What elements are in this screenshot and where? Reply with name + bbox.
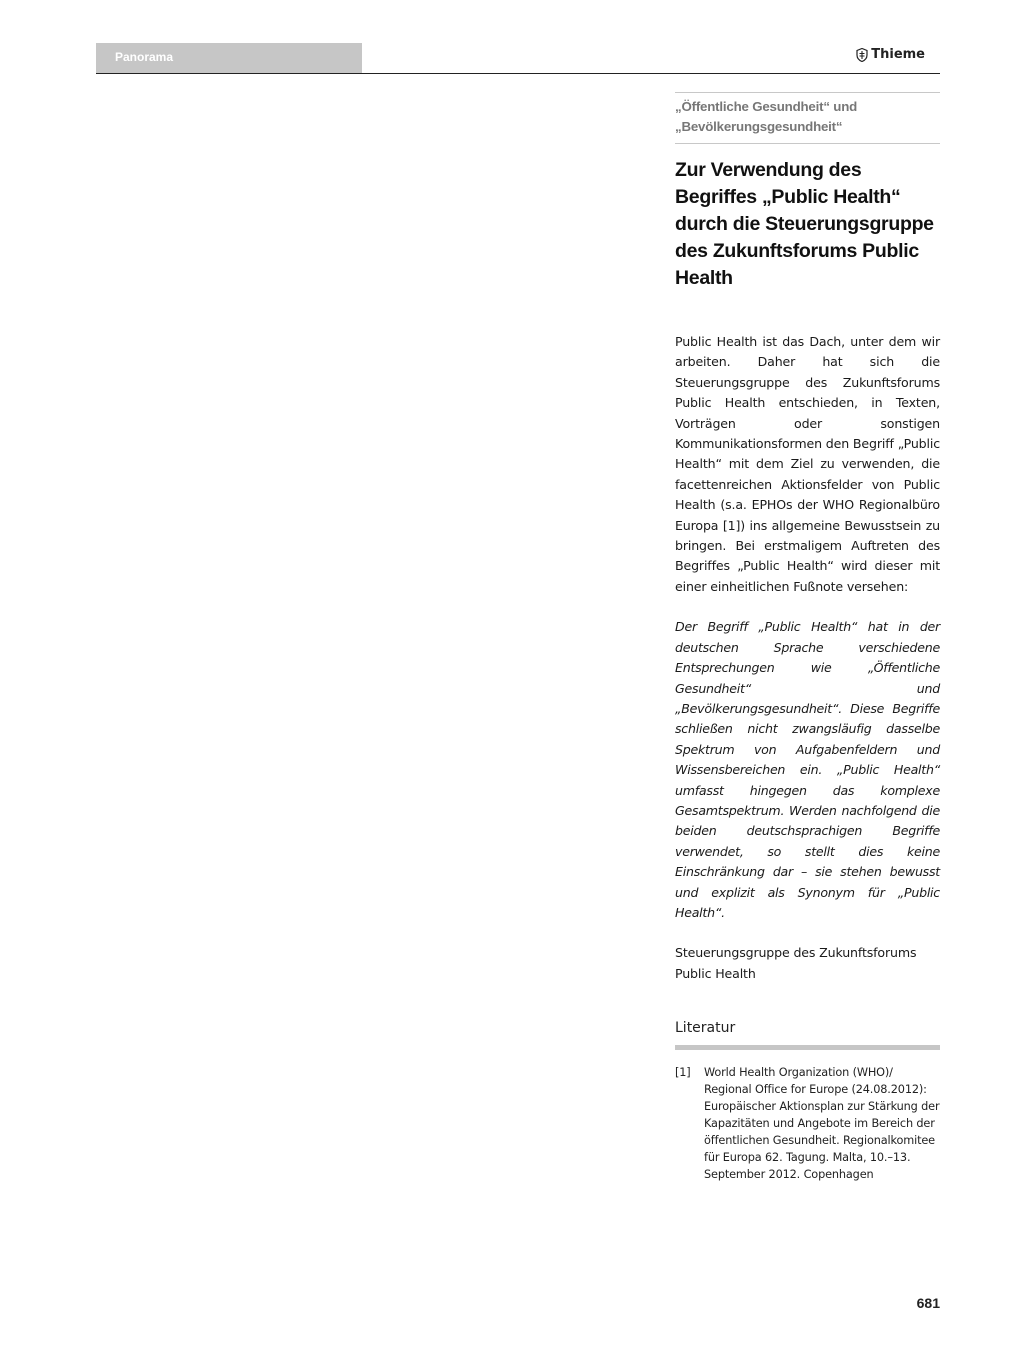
article-signature: Steuerungsgruppe des Zukunftsforums Public Health xyxy=(675,945,917,981)
article-title: Zur Verwendung des Begriffes „Public Health“ durch die Steuerungsgruppe des Zukunftsforums Public Health xyxy=(675,159,934,289)
thieme-crest-icon xyxy=(856,48,868,62)
page-number: 681 xyxy=(916,1295,940,1311)
publisher-name: Thieme xyxy=(871,47,925,62)
article-body: Public Health ist das Dach, unter dem wir arbeiten. Daher hat sich die Steuerungsgruppe des Zukunftsforums Public Health entschieden, in Texten, Vorträgen oder sonstigen Kommunikationsformen den Begriff „Public Health“ mit dem Ziel zu verwenden, die facettenreichen Aktionsfelder von Public Health (s.a. EPHOs der WHO Regionalbüro Europa [1]) ins allgemeine Bewusstsein zu bringen. Bei erstmaligem Auftreten des Begriffes „Public Health“ wird dieser mit einer einheitlichen Fußnote versehen: xyxy=(675,334,940,594)
footnote-definition: Der Begriff „Public Health“ hat in der deutschen Sprache verschiedene Entsprechungen wie „Öffentliche Gesundheit“ und „Bevölkerungsgesundheit“. Diese Begriffe schließen nicht zwangsläufig dasselbe Spektrum von Aufgabenfeldern und Wissensbereichen ein. „Public Health“ umfasst hingegen das komplexe Gesamtspektrum. Werden nachfolgend die beiden deutschsprachigen Begriffe verwendet, so stellt dies keine Einschränkung dar – sie stehen bewusst und explizit als Synonym für „Public Health“. xyxy=(675,619,940,920)
literature-heading: Literatur xyxy=(675,1020,736,1037)
header-rule xyxy=(96,73,940,74)
article-column xyxy=(675,92,940,1183)
article-kicker: „Öffentliche Gesundheit“ und „Bevölkerungsgesundheit“ xyxy=(675,92,940,144)
section-label: Panorama xyxy=(115,50,174,64)
publisher-logo xyxy=(856,47,925,62)
reference-item xyxy=(675,1064,940,1183)
section-tab xyxy=(96,43,362,74)
reference-number: [1] xyxy=(675,1066,691,1080)
literature-rule xyxy=(675,1045,940,1050)
reference-text: World Health Organization (WHO)/ Regional Office for Europe (24.08.2012): Europäischer Aktionsplan zur Stärkung der Kapazitäten und Angebote im Bereich der öffentlichen Gesundheit. Regionalkomitee für Europa 62. Tagung. Malta, 10.–13. September 2012. Copenhagen xyxy=(704,1066,940,1182)
